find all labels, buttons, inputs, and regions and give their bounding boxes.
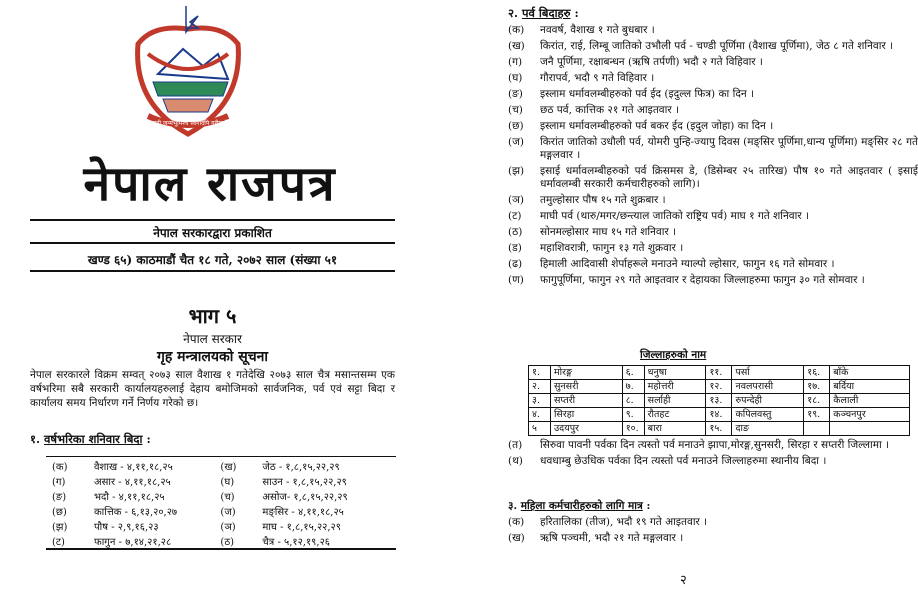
list-item-text: तमुल्होसार पौष १५ गते शुक्रबार । (540, 194, 666, 206)
table-cell: सप्तरी (550, 394, 622, 408)
table-cell: (ञ) (220, 522, 236, 533)
table-cell: १६. (804, 366, 830, 380)
table-cell: (झ) (52, 522, 68, 533)
volume-line: खण्ड ६५) काठमाडौं चैत १८ गते, २०७२ साल (संख्या ५१ (87, 253, 338, 267)
table-cell: १३. (706, 394, 732, 408)
list-item-text: ऋषि पञ्चमी, भदौ २१ गते मङ्गलवार । (540, 532, 684, 544)
list-item-key: (छ) (508, 120, 524, 132)
list-item (508, 210, 918, 223)
district-table (528, 365, 910, 436)
table-row (50, 460, 390, 475)
table-cell: (क) (52, 462, 68, 473)
table-row (50, 535, 390, 550)
table-row (50, 475, 390, 490)
list-item-text: इस्लाम धर्मावलम्बीहरुको पर्व ईद (इदुल्ल फित्र) का दिन । (540, 88, 755, 100)
list-item (508, 136, 918, 162)
list-item-text: धवधाम्बु छेउधिक पर्वका दिन त्यस्तो पर्व मनाउने जिल्लाहरुमा स्थानीय बिदा । (540, 455, 827, 467)
list-item (508, 516, 918, 529)
table-cell: रौतहट (644, 408, 706, 422)
table-cell: कात्तिक - ६,१३,२०,२७ (94, 507, 178, 518)
list-item-text: सोनमल्होसार माघ १५ गते शनिवार । (540, 226, 677, 238)
list-item-key: (ञ) (508, 194, 524, 206)
table-cell: बर्दिया (830, 380, 910, 394)
table-cell: (ज) (220, 507, 236, 518)
table-cell: जेठ - १,८,१५,२२,२९ (262, 462, 340, 473)
list-item-text: गौरापर्व, भदौ ९ गते विहिवार । (540, 72, 655, 84)
divider (30, 242, 395, 244)
table-cell: १२. (706, 380, 732, 394)
table-cell: १. (529, 366, 551, 380)
divider (30, 270, 395, 272)
table-cell: ७. (622, 380, 644, 394)
table-row (529, 408, 910, 422)
list-item (508, 165, 918, 191)
list-item (508, 242, 918, 255)
page-number: २ (680, 573, 687, 588)
table-cell: ५ (529, 422, 551, 436)
svg-text:जननी जन्मभूमिश्च स्वर्गादपि गर: जननी जन्मभूमिश्च स्वर्गादपि गरीयसी (148, 120, 228, 127)
list-item (508, 194, 918, 207)
table-cell: ९. (622, 408, 644, 422)
table-cell: (ग) (52, 477, 66, 488)
table-cell: ६. (622, 366, 644, 380)
table-cell: ११. (706, 366, 732, 380)
list-item-text: किरांत जातिको उधौली पर्व, योमरी पुन्हि-ज्यापु दिवस (मङ्सिर पूर्णिमा,धान्य पूर्णिमा) मङ्सिर २८ गते मङ्गलवार । (540, 136, 918, 161)
table-cell: (ख) (220, 462, 237, 473)
list-item-key: (ठ) (508, 226, 523, 238)
list-item-text: सिरुवा पावनी पर्वका दिन त्यस्तो पर्व मनाउने झापा,मोरङ्ग,सुनसरी, सिरहा र सप्तरी जिल्लामा । (540, 439, 890, 451)
list-item-text: जनै पूर्णिमा, रक्षाबन्धन (ऋषि तर्पणी) भदौ २ गते विहिवार । (540, 56, 763, 68)
list-item-key: (ट) (508, 210, 522, 222)
list-item (508, 104, 918, 117)
table-cell: कैलाली (830, 394, 910, 408)
festival-heading: २. पर्व बिदाहरु : (508, 6, 579, 20)
list-item-text: किरांत, राई, लिम्बू जातिको उभौली पर्व - चण्डी पूर्णिमा (वैशाख पूर्णिमा), जेठ ८ गते शनिवार । (540, 40, 894, 52)
table-cell: कञ्चनपुर (830, 408, 910, 422)
divider (30, 219, 395, 221)
table-cell: १७. (804, 380, 830, 394)
table-row (529, 366, 910, 380)
table-cell: (ङ) (52, 492, 67, 503)
table-cell: फागुन - ७,१४,२१,२८ (94, 537, 172, 548)
list-item-text: हिमाली आदिवासी शेर्पाहरूले मनाउने ग्याल्पो ल्होसार, फागुन १६ गते सोमवार । (540, 258, 835, 270)
list-item-key: (थ) (508, 455, 523, 467)
list-item-text: नववर्ष, वैशाख १ गते बुधबार । (540, 24, 655, 36)
notice-paragraph: नेपाल सरकारले विक्रम सम्वत् २०७३ साल वैशाख १ गतेदेखि २०७३ साल चैत्र मसान्तसम्म एक वर्षभरिमा सबै सरकारी कार्यालयहरुलाई देहाय बमोजिमको सार्वजनिक, पर्व एवं सट्टा बिदा र कार्यालय समय निर्धारण गर्ने निर्णय गरेको छ। (30, 369, 395, 409)
table-cell: साउन - १,८,१५,२२,२९ (262, 477, 347, 488)
table-cell: बाँके (830, 366, 910, 380)
table-cell: माघ - १,८,१५,२२,२९ (262, 522, 341, 533)
ministry-notice-title: गृह मन्त्रालयको सूचना (156, 349, 269, 365)
government-line: नेपाल सरकार (183, 332, 242, 346)
list-item-text: महाशिवरात्री, फागुन १३ गते शुक्रवार । (540, 242, 684, 254)
table-cell: (च) (220, 492, 235, 503)
list-item (508, 56, 918, 69)
list-item-key: (ग) (508, 56, 523, 68)
table-cell: असार - ४,११,१८,२५ (94, 477, 171, 488)
list-item-key: (क) (508, 516, 525, 528)
table-cell: (ठ) (220, 537, 235, 548)
right-page (500, 0, 918, 591)
publisher-line: नेपाल सरकारद्वारा प्रकाशित (153, 226, 272, 240)
list-item (508, 120, 918, 133)
table-cell: ४. (529, 408, 551, 422)
table-row (50, 520, 390, 535)
table-row (529, 422, 910, 436)
table-row (50, 505, 390, 520)
table-cell: १८. (804, 394, 830, 408)
table-cell: पौष - २,९,१६,२३ (94, 522, 159, 533)
list-item-key: (ढ) (508, 258, 523, 270)
list-item-text: हरितालिका (तीज), भदौ १९ गते आइतवार । (540, 516, 708, 528)
table-cell: रुपन्देही (732, 394, 804, 408)
list-item-key: (झ) (508, 165, 525, 177)
table-cell: १४. (706, 408, 732, 422)
festival-list (508, 24, 918, 290)
table-cell: १०. (622, 422, 644, 436)
table-cell: ८. (622, 394, 644, 408)
table-cell (804, 422, 830, 436)
table-cell (830, 422, 910, 436)
list-item-key: (ड) (508, 242, 522, 254)
table-cell: (छ) (52, 507, 67, 518)
table-cell: सर्लाही (644, 394, 706, 408)
notes-list (508, 439, 918, 471)
list-item-text: फागुपूर्णिमा, फागुन २९ गते आइतवार र देहायका जिल्लाहरुमा फागुन ३० गते सोमवार । (540, 274, 865, 286)
table-cell: असोज- १,८,१५,२२,२९ (262, 492, 348, 503)
table-cell: मोरङ्ग (550, 366, 622, 380)
list-item-key: (ज) (508, 136, 524, 148)
table-cell: बारा (644, 422, 706, 436)
table-cell: (घ) (220, 477, 235, 488)
women-list (508, 516, 918, 545)
list-item-key: (ख) (508, 532, 525, 544)
list-item (508, 439, 918, 452)
left-page (0, 0, 400, 591)
table-cell: ३. (529, 394, 551, 408)
saturday-heading: १. वर्षभरिका शनिवार बिदा : (30, 432, 151, 446)
list-item (508, 455, 918, 468)
women-section (508, 500, 918, 548)
table-row (529, 394, 910, 408)
table-cell: मङ्सिर - ४,११,१८,२५ (262, 507, 344, 518)
table-cell: कपिलवस्तु (732, 408, 804, 422)
list-item-key: (घ) (508, 72, 523, 84)
table-cell: १९. (804, 408, 830, 422)
women-heading: ३. महिला कर्मचारीहरुको लागि मात्र : (508, 500, 651, 512)
table-cell: चैत्र - ५,१२,१९,२६ (262, 537, 330, 548)
list-item (508, 226, 918, 239)
list-item-key: (ख) (508, 40, 525, 52)
table-cell: उदयपुर (550, 422, 622, 436)
table-cell: सिरहा (550, 408, 622, 422)
gazette-title: नेपाल राजपत्र (83, 156, 337, 212)
list-item-key: (ङ) (508, 88, 523, 100)
list-item-key: (ण) (508, 274, 524, 286)
list-item-key: (क) (508, 24, 525, 36)
table-cell: २. (529, 380, 551, 394)
table-row (50, 490, 390, 505)
list-item-key: (त) (508, 439, 523, 451)
list-item (508, 40, 918, 53)
district-table-title: जिल्लाहरुको नाम (640, 349, 707, 361)
list-item (508, 24, 918, 37)
list-item (508, 532, 918, 545)
table-cell: धनुषा (644, 366, 706, 380)
list-item (508, 88, 918, 101)
list-item-text: छठ पर्व, कात्तिक २१ गते आइतवार । (540, 104, 679, 116)
list-item-text: इसाई धर्मावलम्बीहरुको पर्व क्रिसमस डे, (डिसेम्बर २५ तारिख) पौष १० गते आइतवार ( इसाई धर्मावलम्बी सरकारी कर्मचारीहरुको लागि)। (540, 165, 918, 190)
list-item-text: माघी पर्व (थारु/मगर/छन्त्याल जातिको राष्ट्रिय पर्व) माघ १ गते शनिवार । (540, 210, 809, 222)
list-item-key: (च) (508, 104, 523, 116)
list-item (508, 72, 918, 85)
table-row (529, 380, 910, 394)
table-cell: सुनसरी (550, 380, 622, 394)
list-item (508, 258, 918, 271)
table-cell: नवलपरासी (732, 380, 804, 394)
list-item-text: इस्लाम धर्मावलम्बीहरुको पर्व बकर ईद (इदुल जोहा) का दिन । (540, 120, 774, 132)
table-cell: भदौ - ४,११,१८,२५ (94, 492, 165, 503)
part-heading: भाग ५ (188, 304, 237, 328)
nepal-emblem-icon (128, 4, 248, 139)
table-cell: १५. (706, 422, 732, 436)
list-item (508, 274, 918, 287)
saturday-table (50, 460, 390, 550)
table-cell: महोत्तरी (644, 380, 706, 394)
table-cell: दाङ (732, 422, 804, 436)
table-cell: पर्सा (732, 366, 804, 380)
table-cell: (ट) (52, 537, 65, 548)
table-cell: वैशाख - ४,११,१८,२५ (94, 462, 173, 473)
